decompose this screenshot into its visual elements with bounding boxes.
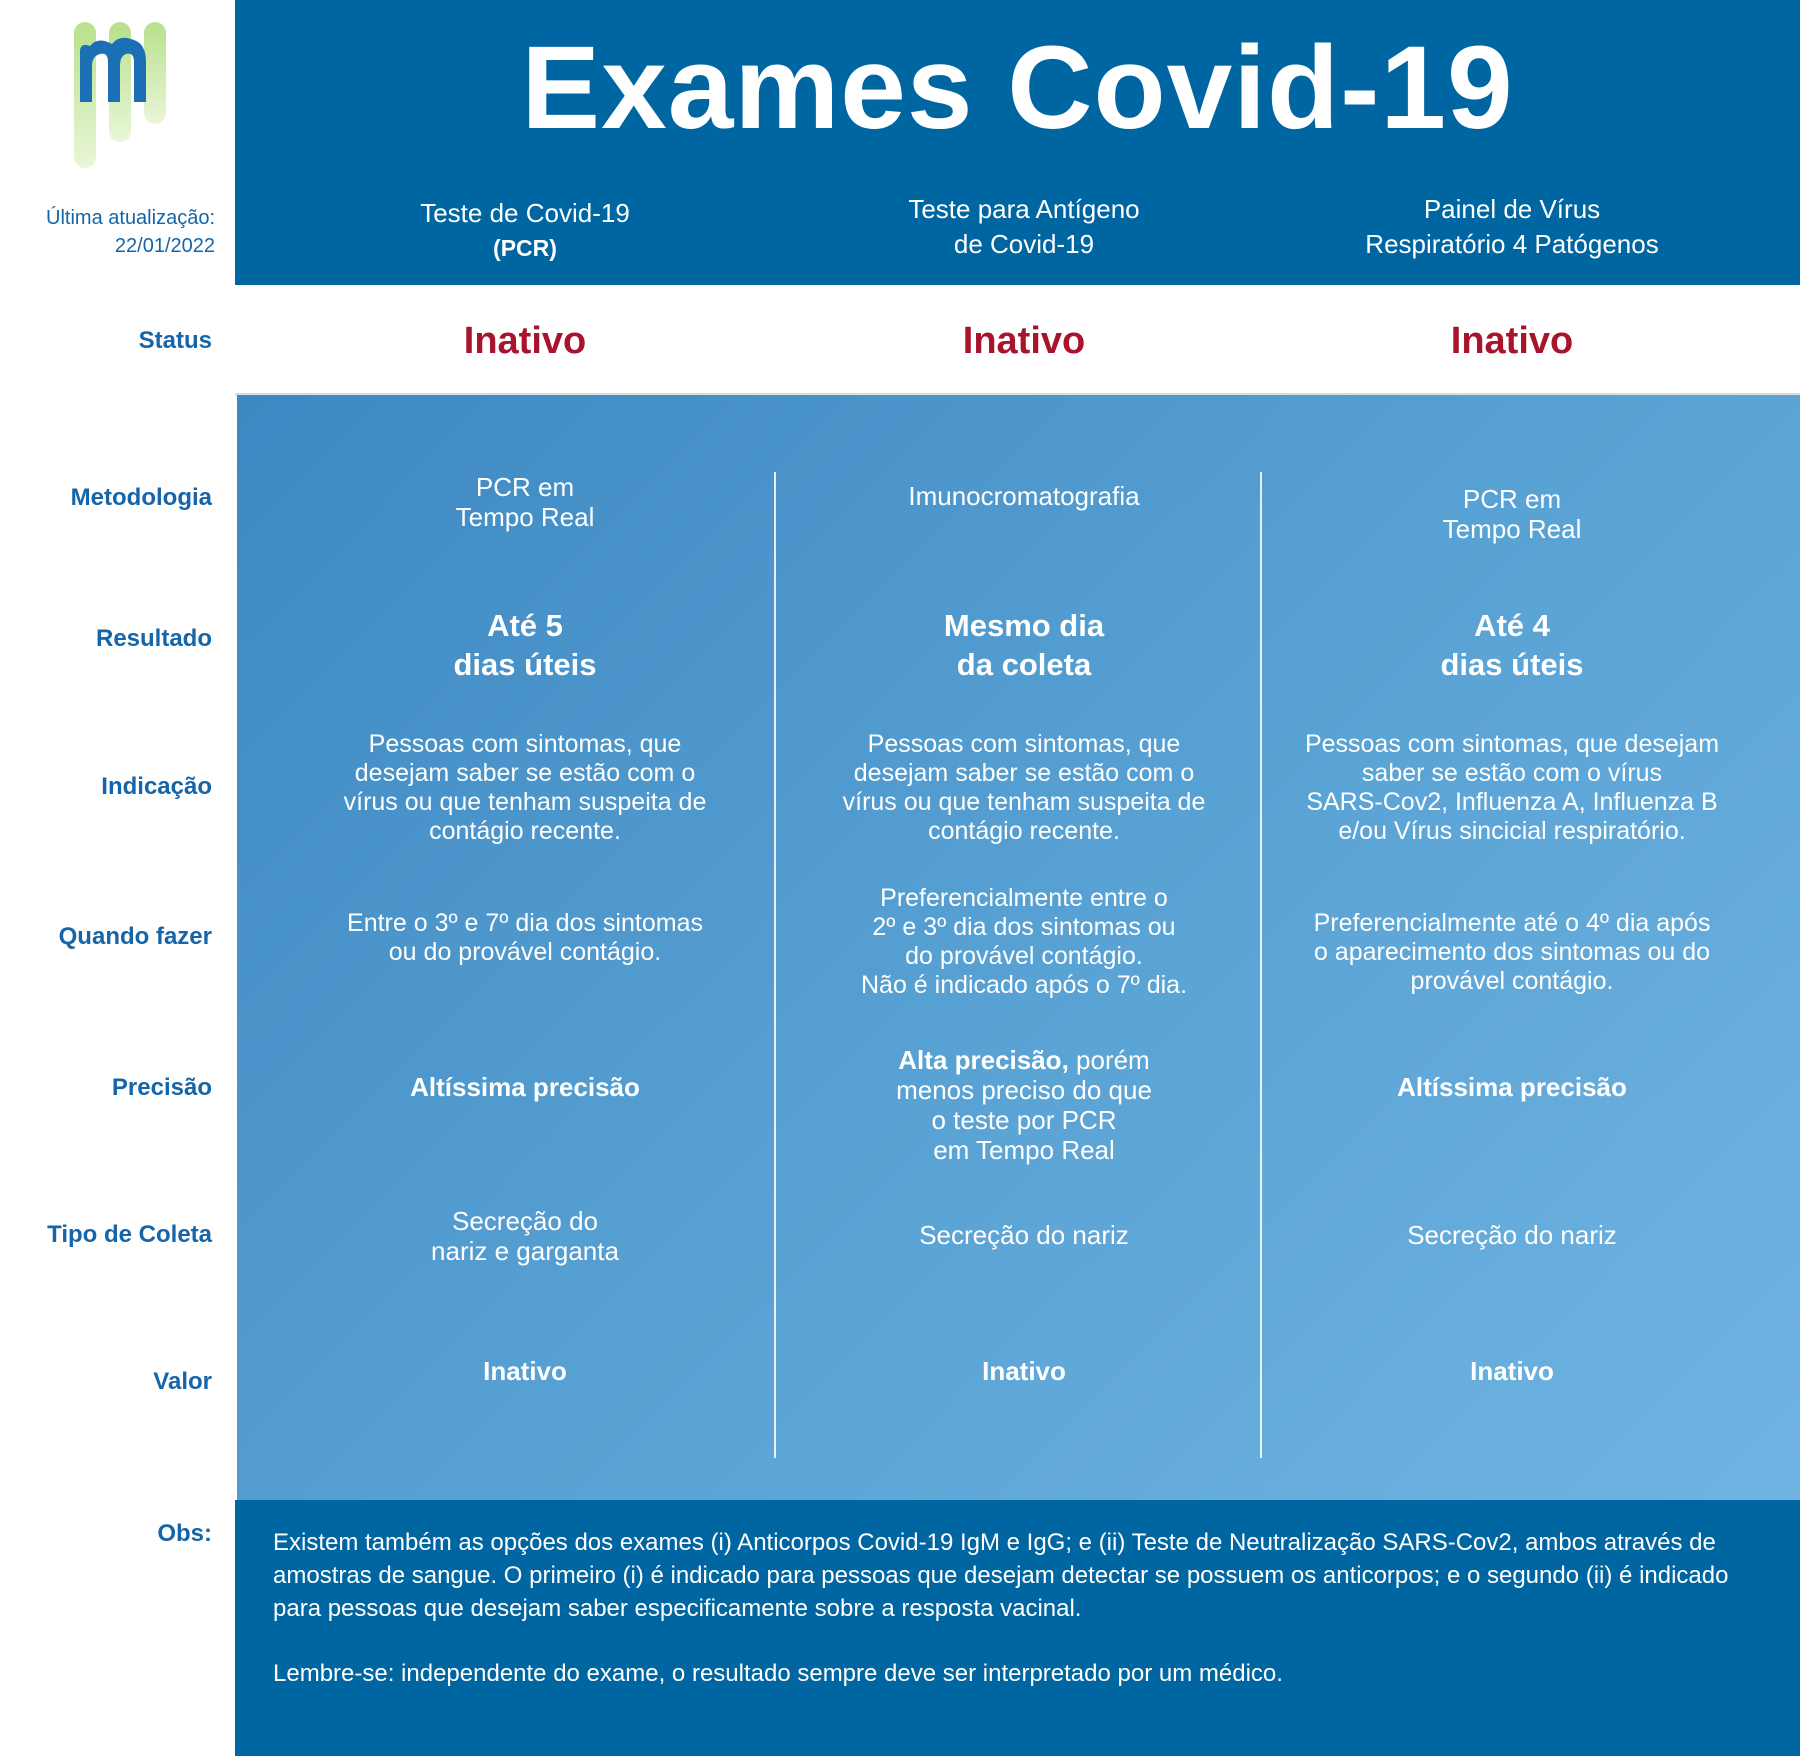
cell-line: menos preciso do que: [896, 1075, 1152, 1105]
cell-line: contágio recente.: [429, 817, 621, 845]
column-header-pcr: [285, 196, 765, 266]
metodologia-cell: [300, 472, 750, 532]
last-update-date: 22/01/2022: [114, 235, 215, 257]
cell-line: vírus ou que tenham suspeita de: [343, 788, 707, 816]
resultado-cell: [1287, 606, 1737, 684]
cell-line: Imunocromatografia: [908, 481, 1140, 511]
cell-line: Pessoas com sintomas, que: [368, 730, 682, 758]
label-tipo-coleta: Tipo de Coleta: [47, 1221, 212, 1248]
resultado-cell: [300, 606, 750, 684]
valor-cell: Inativo: [483, 1356, 567, 1386]
cell-line: Não é indicado após o 7º dia.: [860, 971, 1188, 999]
precisao-cell: Altíssima precisão: [410, 1072, 640, 1102]
cell-line: Mesmo dia: [943, 608, 1105, 643]
tipo-coleta-cell: [300, 1206, 750, 1266]
cell-line: dias úteis: [1440, 647, 1584, 682]
cell-line: ou do provável contágio.: [388, 938, 662, 966]
precisao-cell: [799, 1045, 1249, 1165]
cell-line: desejam saber se estão com o: [354, 759, 696, 787]
cell-line: SARS-Cov2, Influenza A, Influenza B: [1306, 788, 1718, 816]
page-title: Exames Covid-19: [521, 22, 1514, 154]
cell-line: Alta precisão,: [898, 1045, 1069, 1075]
indicacao-cell: [300, 730, 750, 846]
label-indicacao: Indicação: [101, 773, 212, 800]
label-status: Status: [138, 327, 212, 354]
cell-line: em Tempo Real: [933, 1135, 1115, 1165]
indicacao-cell: [799, 730, 1249, 846]
cell-line: Até 5: [487, 608, 563, 643]
column-header-line: de Covid-19: [953, 229, 1095, 259]
column-header-panel: [1272, 192, 1752, 262]
cell-line: Preferencialmente entre o: [880, 884, 1168, 912]
cell-line: vírus ou que tenham suspeita de: [842, 788, 1206, 816]
cell-line: PCR em: [1462, 484, 1562, 514]
last-update-label: Última atualização:: [46, 207, 215, 229]
label-obs: Obs:: [157, 1520, 212, 1547]
cell-line: dias úteis: [453, 647, 597, 682]
label-precisao: Precisão: [111, 1074, 212, 1101]
cell-line: nariz e garganta: [431, 1236, 619, 1266]
cell-line: provável contágio.: [1410, 967, 1614, 995]
cell-line: o teste por PCR: [931, 1105, 1117, 1135]
obs-reminder: Lembre-se: independente do exame, o resultado sempre deve ser interpretado por um médico.: [273, 1660, 1283, 1687]
cell-line: e/ou Vírus sincicial respiratório.: [1338, 817, 1686, 845]
tipo-coleta-cell: [1287, 1220, 1737, 1250]
cell-line: porém: [1068, 1045, 1150, 1075]
cell-line: PCR em: [475, 472, 575, 502]
label-quando-fazer: Quando fazer: [58, 923, 212, 950]
column-divider: [774, 472, 776, 1458]
cell-line: da coleta: [956, 647, 1092, 682]
cell-line: Preferencialmente até o 4º dia após: [1313, 909, 1711, 937]
cell-line: 2º e 3º dia dos sintomas ou: [872, 913, 1176, 941]
obs-text: [273, 1526, 1773, 1690]
cell-line: Secreção do nariz: [919, 1220, 1129, 1250]
status-badge: Inativo: [463, 320, 587, 362]
column-divider: [1260, 472, 1262, 1458]
valor-cell: Inativo: [982, 1356, 1066, 1386]
label-resultado: Resultado: [95, 625, 212, 652]
quando-fazer-cell: [1287, 909, 1737, 996]
indicacao-cell: [1287, 730, 1737, 846]
obs-paragraph: Existem também as opções dos exames (i) Anticorpos Covid-19 IgM e IgG; e (ii) Teste de Neutralização SARS-Cov2, ambos através de amostras de sangue. O primeiro (i) é indicado para pessoas que desejam detectar se possuem os anticorpos; e o segundo (ii) é indicado para pessoas que desejam saber especificamente sobre a resposta vacinal.: [273, 1529, 1729, 1622]
cell-line: o aparecimento dos sintomas ou do: [1313, 938, 1711, 966]
quando-fazer-cell: [300, 909, 750, 967]
column-header-line: Teste de Covid-19: [420, 198, 630, 228]
cell-line: Secreção do: [452, 1206, 598, 1236]
cell-line: Secreção do nariz: [1407, 1220, 1617, 1250]
cell-line: Tempo Real: [1442, 514, 1582, 544]
resultado-cell: [799, 606, 1249, 684]
status-badge: Inativo: [962, 320, 1086, 362]
cell-line: Entre o 3º e 7º dia dos sintomas: [347, 909, 703, 937]
cell-line: contágio recente.: [928, 817, 1120, 845]
cell-line: do provável contágio.: [905, 942, 1143, 970]
last-update: [10, 204, 215, 260]
valor-cell: Inativo: [1470, 1356, 1554, 1386]
quando-fazer-cell: [799, 884, 1249, 1000]
cell-line: Tempo Real: [455, 502, 595, 532]
column-header-line: Respiratório 4 Patógenos: [1365, 229, 1659, 259]
column-header-line: Teste para Antígeno: [908, 194, 1140, 224]
metodologia-cell: [799, 481, 1249, 511]
cell-line: Até 4: [1474, 608, 1550, 643]
column-header-line: Painel de Vírus: [1423, 194, 1601, 224]
metodologia-cell: [1287, 484, 1737, 544]
cell-line: desejam saber se estão com o: [853, 759, 1195, 787]
status-badge: Inativo: [1450, 320, 1574, 362]
cell-line: Pessoas com sintomas, que desejam: [1304, 730, 1720, 758]
precisao-cell: Altíssima precisão: [1397, 1072, 1627, 1102]
cell-line: Pessoas com sintomas, que: [867, 730, 1181, 758]
lab-logo-icon: [74, 22, 170, 168]
column-header-sub: (PCR): [493, 235, 557, 261]
label-valor: Valor: [153, 1368, 212, 1395]
label-metodologia: Metodologia: [70, 484, 212, 511]
cell-line: saber se estão com o vírus: [1361, 759, 1663, 787]
column-header-antigen: [784, 192, 1264, 262]
tipo-coleta-cell: [799, 1220, 1249, 1250]
